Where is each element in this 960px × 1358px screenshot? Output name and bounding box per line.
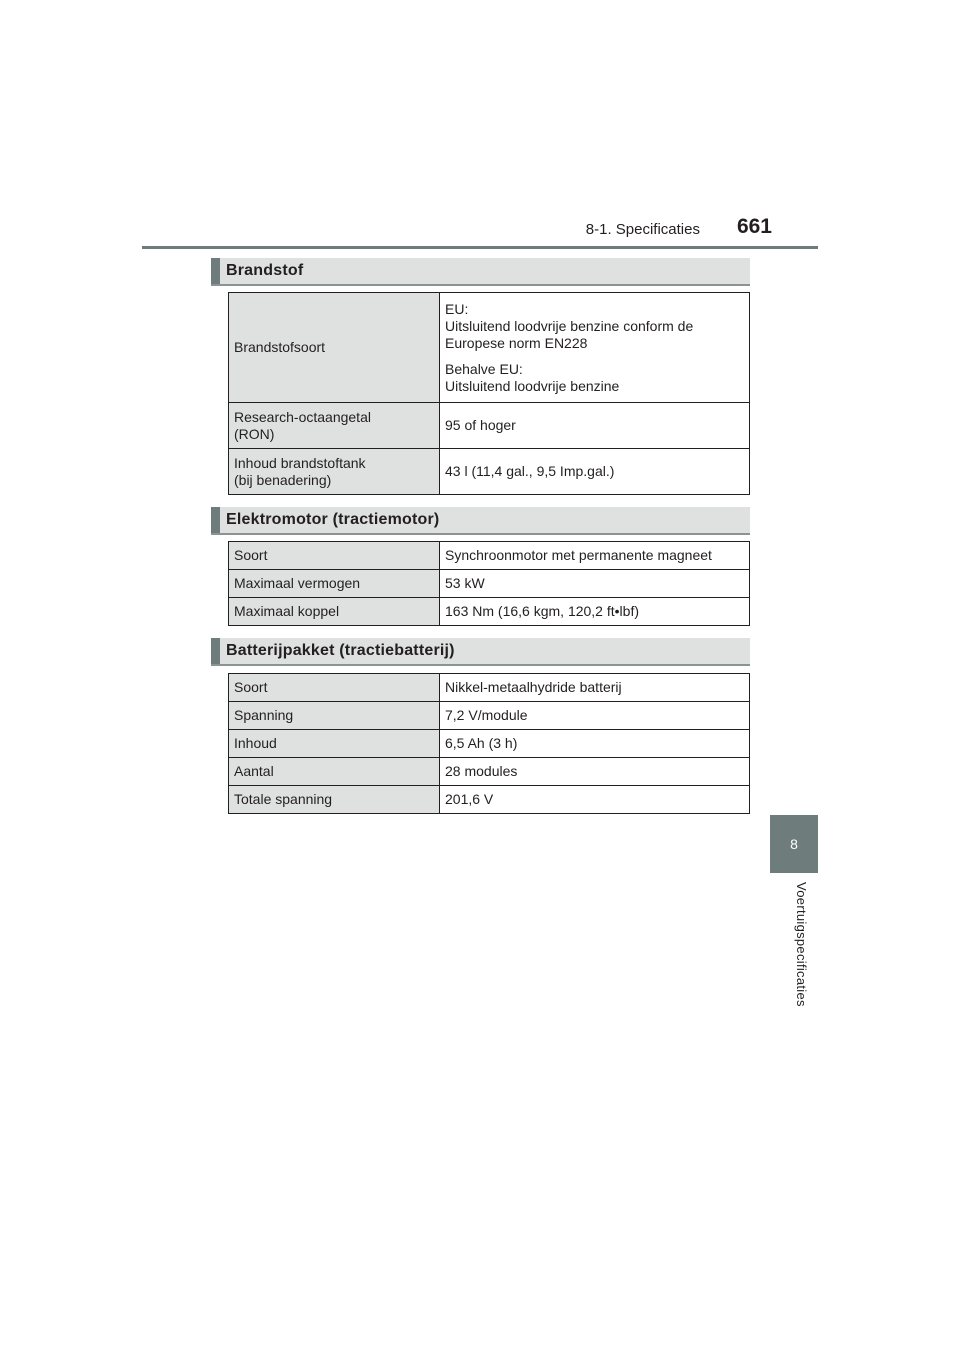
row-value: Nikkel-metaalhydride batterij <box>440 674 750 702</box>
table-row <box>229 730 750 758</box>
table-row <box>229 542 750 570</box>
row-label: Totale spanning <box>229 786 440 814</box>
value-paragraph: Behalve EU: Uitsluitend loodvrije benzine <box>445 360 620 394</box>
row-label: Soort <box>229 542 440 570</box>
heading-bar <box>211 638 220 664</box>
spec-table-brandstof <box>228 292 750 495</box>
row-label: Aantal <box>229 758 440 786</box>
spec-table-batterijpakket <box>228 673 750 814</box>
chapter-label: Voertuigspecificaties <box>794 882 809 1007</box>
row-label: Brandstofsoort <box>229 293 440 403</box>
table-row <box>229 570 750 598</box>
row-value: 7,2 V/module <box>440 702 750 730</box>
table-row <box>229 758 750 786</box>
row-value: 43 l (11,4 gal., 9,5 Imp.gal.) <box>440 449 750 495</box>
row-value: 53 kW <box>440 570 750 598</box>
section-heading-text: Elektromotor (tractiemotor) <box>226 511 440 528</box>
page-number: 661 <box>736 215 772 238</box>
section-heading-text: Batterijpakket (tractiebatterij) <box>226 642 455 659</box>
table-row <box>229 449 750 495</box>
table-row <box>229 293 750 403</box>
row-label: Maximaal koppel <box>229 598 440 626</box>
row-label: Soort <box>229 674 440 702</box>
row-value: 6,5 Ah (3 h) <box>440 730 750 758</box>
value-paragraph: EU: Uitsluitend loodvrije benzine conform de Europese norm EN228 <box>445 300 694 351</box>
heading-bar <box>211 258 220 284</box>
row-label: Inhoud <box>229 730 440 758</box>
row-value: 28 modules <box>440 758 750 786</box>
table-row <box>229 702 750 730</box>
section-title: 8-1. Specificaties <box>585 221 700 238</box>
section-heading-brandstof <box>211 258 750 286</box>
table-row <box>229 598 750 626</box>
heading-bar <box>211 507 220 533</box>
row-label: Inhoud brandstoftank (bij benadering) <box>229 449 440 495</box>
row-label: Maximaal vermogen <box>229 570 440 598</box>
chapter-number: 8 <box>790 836 798 852</box>
row-value: Synchroonmotor met permanente magneet <box>440 542 750 570</box>
row-label: Spanning <box>229 702 440 730</box>
section-heading-elektromotor <box>211 507 750 535</box>
row-value <box>440 293 750 403</box>
row-label: Research-octaangetal (RON) <box>229 403 440 449</box>
table-row <box>229 786 750 814</box>
row-value: 201,6 V <box>440 786 750 814</box>
row-value: 95 of hoger <box>440 403 750 449</box>
section-heading-batterijpakket <box>211 638 750 666</box>
row-value: 163 Nm (16,6 kgm, 120,2 ft•lbf) <box>440 598 750 626</box>
spec-table-elektromotor <box>228 541 750 626</box>
page-header <box>142 212 818 249</box>
chapter-tab <box>770 815 818 873</box>
table-row <box>229 674 750 702</box>
section-heading-text: Brandstof <box>226 262 304 279</box>
table-row <box>229 403 750 449</box>
